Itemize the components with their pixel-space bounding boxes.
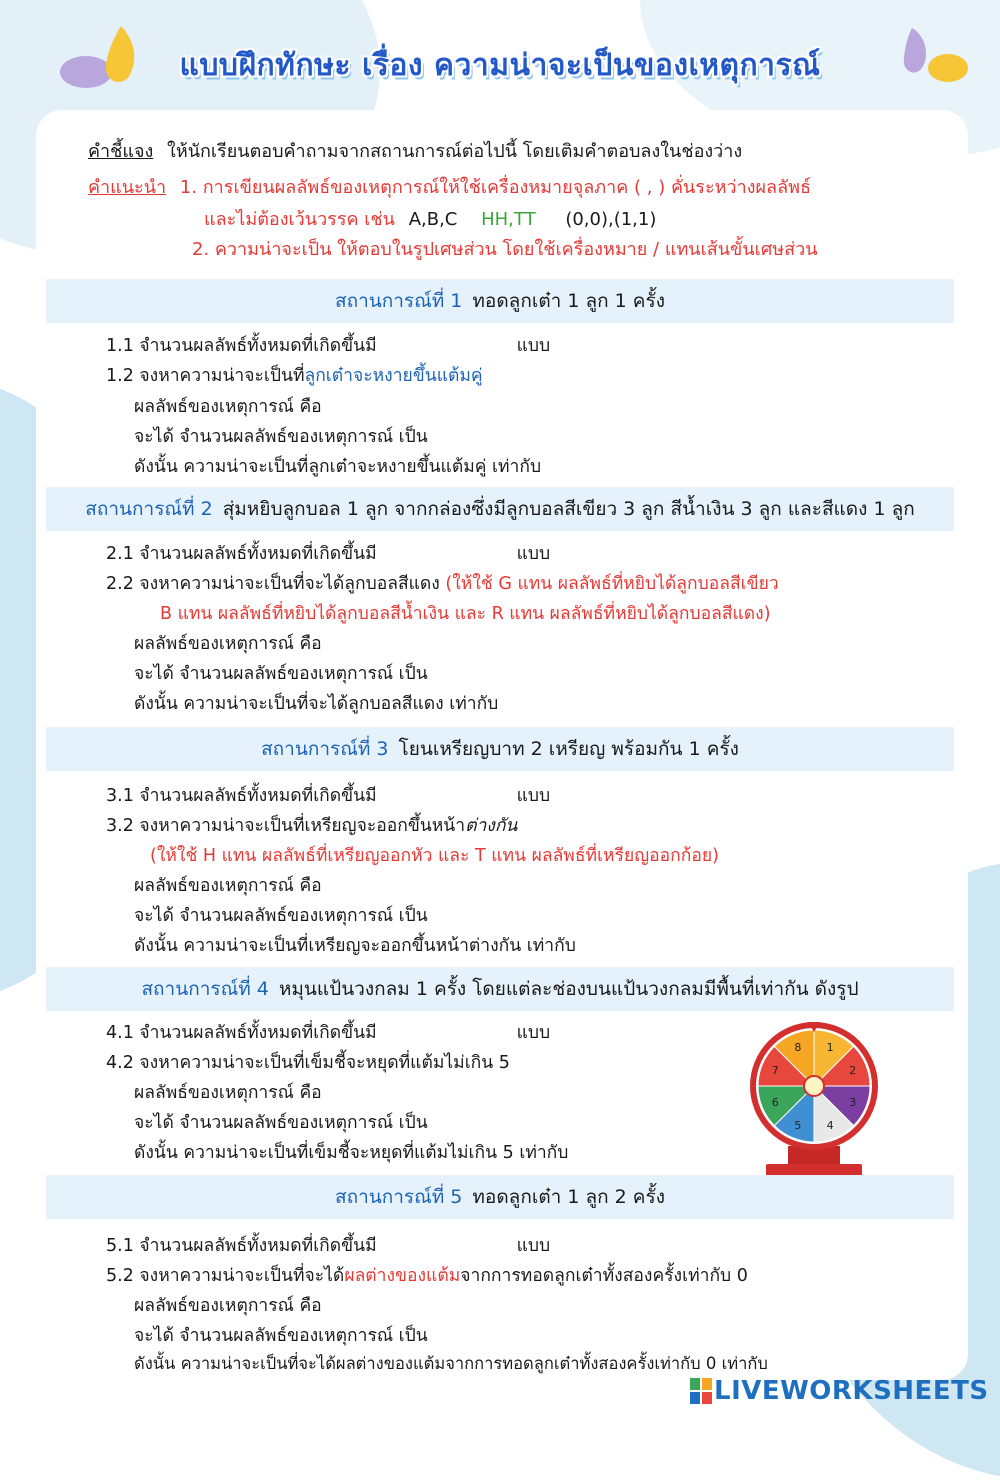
q-1-1-text: 1.1 จำนวนผลลัพธ์ทั้งหมดที่เกิดขึ้นมี bbox=[106, 336, 377, 356]
q-3-count: จะได้ จำนวนผลลัพธ์ของเหตุการณ์ เป็น bbox=[134, 906, 428, 926]
q-2-prob: ดังนั้น ความน่าจะเป็นที่จะได้ลูกบอลสีแดง เท่ากับ bbox=[134, 694, 499, 714]
page-title: แบบฝึกทักษะ เรื่อง ความน่าจะเป็นของเหตุการณ์ bbox=[179, 48, 821, 83]
q-1-outcomes: ผลลัพธ์ของเหตุการณ์ คือ bbox=[134, 397, 322, 417]
advice-label: คำแนะนำ bbox=[88, 177, 167, 198]
situation-3-header bbox=[46, 727, 954, 771]
advice-example-hh: HH,TT bbox=[481, 209, 536, 230]
wheel-number-2: 2 bbox=[849, 1063, 857, 1077]
q-2-1-text: 2.1 จำนวนผลลัพธ์ทั้งหมดที่เกิดขึ้นมี bbox=[106, 544, 377, 564]
q-3-1-unit: แบบ bbox=[516, 786, 551, 806]
advice-text-2: และไม่ต้องเว้นวรรค เช่น bbox=[204, 209, 395, 230]
q-4-1-text: 4.1 จำนวนผลลัพธ์ทั้งหมดที่เกิดขึ้นมี bbox=[106, 1023, 377, 1043]
wheel-number-5: 5 bbox=[794, 1118, 802, 1132]
q-3-2 bbox=[106, 811, 517, 839]
q-1-2-text: 1.2 จงหาความน่าจะเป็นที่ bbox=[106, 366, 305, 386]
situation-2-desc: สุ่มหยิบลูกบอล 1 ลูก จากกล่องซึ่งมีลูกบอลสีเขียว 3 ลูก สีน้ำเงิน 3 ลูก และสีแดง 1 ลูก bbox=[222, 498, 915, 520]
q-1-prob: ดังนั้น ความน่าจะเป็นที่ลูกเต๋าจะหงายขึ้นแต้มคู่ เท่ากับ bbox=[134, 457, 542, 477]
q-3-1-text: 3.1 จำนวนผลลัพธ์ทั้งหมดที่เกิดขึ้นมี bbox=[106, 786, 377, 806]
situation-5-header bbox=[46, 1175, 954, 1219]
q-5-2 bbox=[106, 1261, 748, 1289]
q-1-2 bbox=[106, 361, 483, 389]
q-3-2-text: 3.2 จงหาความน่าจะเป็นที่เหรียญจะออกขึ้นหน้า bbox=[106, 816, 466, 836]
advice-text-1: 1. การเขียนผลลัพธ์ของเหตุการณ์ให้ใช้เครื่องหมายจุลภาค ( , ) คั่นระหว่างผลลัพธ์ bbox=[179, 177, 811, 198]
liveworksheets-logo-icon bbox=[690, 1378, 714, 1404]
advice-line-2 bbox=[204, 204, 656, 233]
wheel-number-1: 1 bbox=[826, 1041, 834, 1055]
q-2-2-text: 2.2 จงหาความน่าจะเป็นที่จะได้ลูกบอลสีแดง bbox=[106, 574, 440, 594]
q-4-1-unit: แบบ bbox=[516, 1023, 551, 1043]
situation-4-header bbox=[46, 967, 954, 1011]
situation-2-label: สถานการณ์ที่ 2 bbox=[85, 498, 213, 520]
q-3-prob: ดังนั้น ความน่าจะเป็นที่เหรียญจะออกขึ้นหน้าต่างกัน เท่ากับ bbox=[134, 936, 576, 956]
q-5-1 bbox=[106, 1231, 550, 1259]
advice-line-3 bbox=[192, 234, 818, 263]
situation-1-desc: ทอดลูกเต๋า 1 ลูก 1 ครั้ง bbox=[472, 290, 666, 312]
wheel-number-3: 3 bbox=[849, 1096, 857, 1110]
q-4-1 bbox=[106, 1018, 550, 1046]
q-5-2-text: 5.2 จงหาความน่าจะเป็นที่จะได้ bbox=[106, 1266, 345, 1286]
instructions-label: คำชี้แจง bbox=[88, 141, 154, 162]
wheel-number-4: 4 bbox=[826, 1118, 834, 1132]
situation-5-desc: ทอดลูกเต๋า 1 ลูก 2 ครั้ง bbox=[472, 1186, 666, 1208]
spinner-wheel-illustration bbox=[744, 1020, 884, 1180]
q-2-outcomes: ผลลัพธ์ของเหตุการณ์ คือ bbox=[134, 634, 322, 654]
brand-name: LIVEWORKSHEETS bbox=[714, 1376, 989, 1406]
situation-3-desc: โยนเหรียญบาท 2 เหรียญ พร้อมกัน 1 ครั้ง bbox=[398, 738, 739, 760]
situation-3-label: สถานการณ์ที่ 3 bbox=[261, 738, 389, 760]
situation-4-label: สถานการณ์ที่ 4 bbox=[141, 978, 269, 1000]
q-2-2 bbox=[106, 569, 779, 597]
q-4-2: 4.2 จงหาความน่าจะเป็นที่เข็มชี้จะหยุดที่แต้มไม่เกิน 5 bbox=[106, 1053, 510, 1073]
advice-text-3: 2. ความน่าจะเป็น ให้ตอบในรูปเศษส่วน โดยใช้เครื่องหมาย / แทนเส้นขั้นเศษส่วน bbox=[192, 239, 818, 260]
q-5-count: จะได้ จำนวนผลลัพธ์ของเหตุการณ์ เป็น bbox=[134, 1326, 428, 1346]
q-1-2-highlight: ลูกเต๋าจะหงายขึ้นแต้มคู่ bbox=[304, 366, 483, 386]
q-1-1-unit: แบบ bbox=[516, 336, 551, 356]
q-2-1-unit: แบบ bbox=[516, 544, 551, 564]
q-2-1 bbox=[106, 539, 550, 567]
q-3-outcomes: ผลลัพธ์ของเหตุการณ์ คือ bbox=[134, 876, 322, 896]
title-container bbox=[0, 42, 1000, 89]
q-5-1-unit: แบบ bbox=[516, 1236, 551, 1256]
q-1-count: จะได้ จำนวนผลลัพธ์ของเหตุการณ์ เป็น bbox=[134, 427, 428, 447]
spinner-wheel bbox=[744, 1020, 884, 1180]
situation-2-header bbox=[46, 487, 954, 531]
wheel-number-8: 8 bbox=[794, 1041, 802, 1055]
q-2-count: จะได้ จำนวนผลลัพธ์ของเหตุการณ์ เป็น bbox=[134, 664, 428, 684]
q-4-outcomes: ผลลัพธ์ของเหตุการณ์ คือ bbox=[134, 1083, 322, 1103]
liveworksheets-logo bbox=[690, 1376, 989, 1406]
instructions-line bbox=[88, 136, 742, 165]
q-3-2-note: (ให้ใช้ H แทน ผลลัพธ์ที่เหรียญออกหัว และ T แทน ผลลัพธ์ที่เหรียญออกก้อย) bbox=[150, 846, 719, 866]
q-5-1-text: 5.1 จำนวนผลลัพธ์ทั้งหมดที่เกิดขึ้นมี bbox=[106, 1236, 377, 1256]
instructions-text: ให้นักเรียนตอบคำถามจากสถานการณ์ต่อไปนี้ โดยเติมคำตอบลงในช่องว่าง bbox=[167, 141, 743, 162]
wheel-number-6: 6 bbox=[771, 1096, 779, 1110]
situation-1-header bbox=[46, 279, 954, 323]
situation-4-desc: หมุนแป้นวงกลม 1 ครั้ง โดยแต่ละช่องบนแป้นวงกลมมีพื้นที่เท่ากัน ดังรูป bbox=[278, 978, 859, 1000]
q-5-2-highlight: ผลต่างของแต้ม bbox=[344, 1266, 461, 1286]
situation-5-label: สถานการณ์ที่ 5 bbox=[334, 1186, 463, 1208]
q-4-count: จะได้ จำนวนผลลัพธ์ของเหตุการณ์ เป็น bbox=[134, 1113, 428, 1133]
q-5-outcomes: ผลลัพธ์ของเหตุการณ์ คือ bbox=[134, 1296, 322, 1316]
q-2-2-note-1: (ให้ใช้ G แทน ผลลัพธ์ที่หยิบได้ลูกบอลสีเขียว bbox=[445, 574, 779, 594]
wheel-number-7: 7 bbox=[771, 1063, 779, 1077]
advice-line-1 bbox=[88, 172, 811, 201]
q-4-prob: ดังนั้น ความน่าจะเป็นที่เข็มชี้จะหยุดที่แต้มไม่เกิน 5 เท่ากับ bbox=[134, 1143, 569, 1163]
advice-example-abc: A,B,C bbox=[408, 209, 458, 230]
q-2-2-note-2: B แทน ผลลัพธ์ที่หยิบได้ลูกบอลสีน้ำเงิน และ R แทน ผลลัพธ์ที่หยิบได้ลูกบอลสีแดง) bbox=[160, 604, 771, 624]
q-3-1 bbox=[106, 781, 550, 809]
situation-1-label: สถานการณ์ที่ 1 bbox=[334, 290, 463, 312]
q-5-prob: ดังนั้น ความน่าจะเป็นที่จะได้ผลต่างของแต้มจากการทอดลูกเต๋าทั้งสองครั้งเท่ากับ 0 เท่ากับ bbox=[134, 1354, 768, 1373]
q-5-2-suffix: จากการทอดลูกเต๋าทั้งสองครั้งเท่ากับ 0 bbox=[460, 1266, 748, 1286]
q-1-1 bbox=[106, 331, 550, 359]
advice-example-pairs: (0,0),(1,1) bbox=[565, 209, 657, 230]
q-3-2-italic: ต่างกัน bbox=[465, 816, 518, 836]
